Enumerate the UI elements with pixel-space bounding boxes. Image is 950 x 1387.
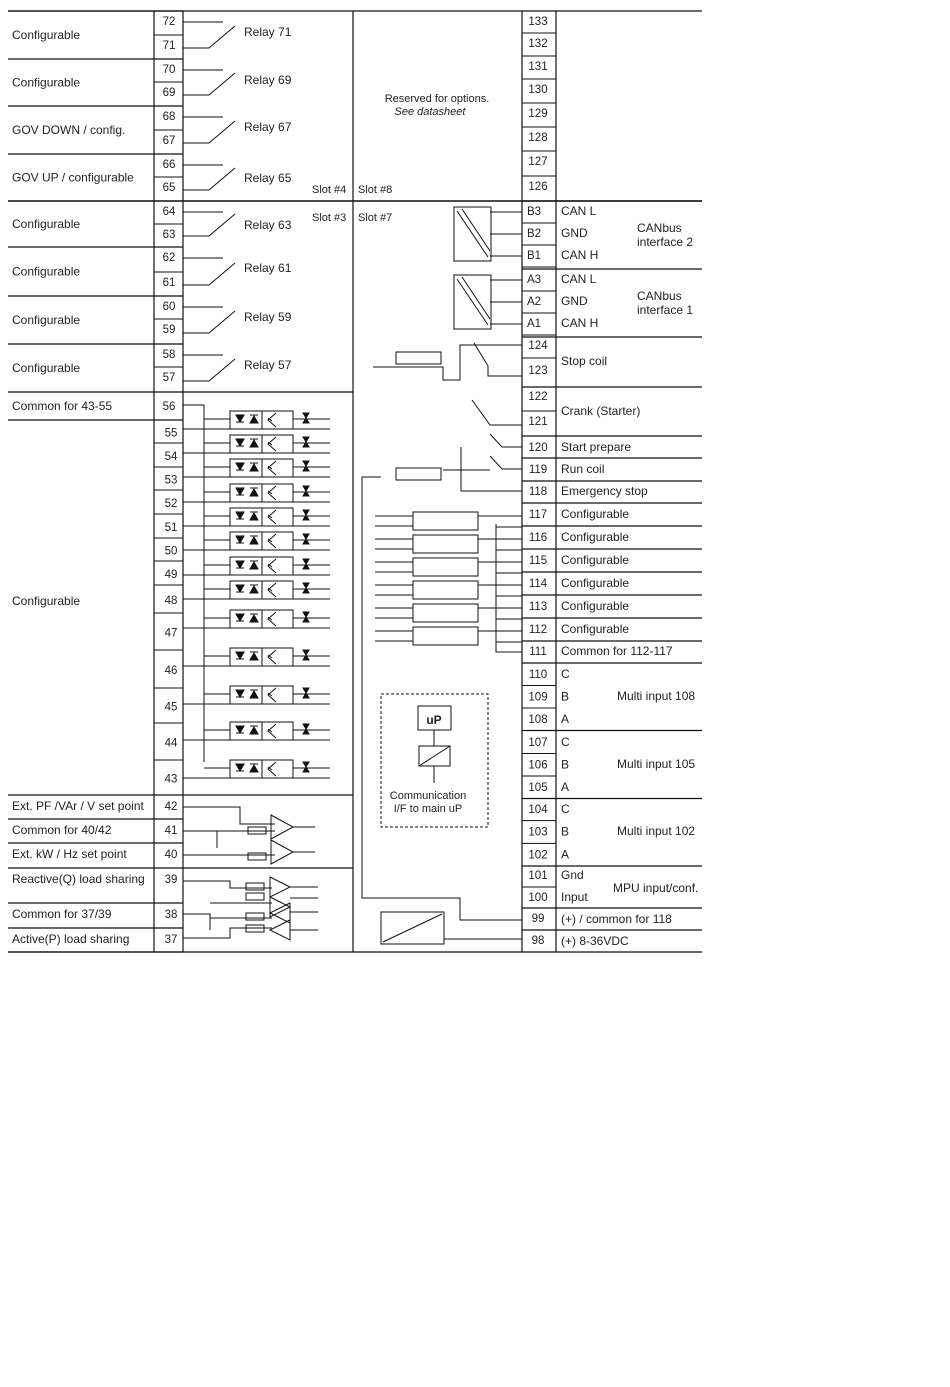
- diode-icon: [250, 536, 258, 544]
- transceiver-diag: [462, 277, 490, 319]
- terminal-53: 53: [164, 474, 178, 487]
- diode-icon: [236, 463, 244, 470]
- emergency-label: Emergency stop: [561, 484, 648, 498]
- analog-function-label: Common for 37/39: [12, 907, 112, 921]
- resistor: [246, 913, 264, 920]
- terminal-38: 38: [164, 909, 178, 921]
- diode-icon: [236, 488, 244, 495]
- converter-diag: [383, 914, 442, 942]
- digital-input-label: Configurable: [561, 599, 630, 613]
- diode-icon: [250, 726, 258, 734]
- phototransistor-icon: [268, 762, 276, 776]
- supply-wire: [362, 477, 522, 920]
- terminal-112: 112: [528, 624, 548, 636]
- terminal-51: 51: [164, 522, 178, 534]
- can-signal-label: GND: [561, 226, 588, 240]
- can-signal-label: CAN H: [561, 316, 599, 330]
- terminal-60: 60: [162, 301, 176, 313]
- multi-input-label: Multi input 108: [617, 689, 696, 703]
- common-wire: [183, 914, 210, 930]
- relay-contact: [183, 359, 235, 381]
- terminal-100: 100: [528, 892, 548, 904]
- terminal-115: 115: [528, 555, 548, 567]
- terminal-102: 102: [528, 849, 548, 862]
- diode-icon: [250, 463, 258, 471]
- terminal-99: 99: [531, 913, 545, 925]
- diode-icon: [250, 652, 258, 660]
- digital-input-label: Configurable: [561, 530, 630, 544]
- crank-contact: [472, 400, 522, 425]
- terminal-110: 110: [528, 669, 548, 681]
- comm-label: Communication: [389, 790, 467, 802]
- optocoupler: [413, 581, 478, 599]
- optocoupler: [413, 512, 478, 530]
- stop-coil-wire: [373, 345, 522, 380]
- terminal-61: 61: [162, 277, 176, 289]
- clamp-diode-icon: [303, 461, 309, 471]
- common-bus: [183, 405, 204, 762]
- terminal-133: 133: [528, 16, 548, 28]
- amplifier-icon: [270, 877, 290, 940]
- terminal-52: 52: [164, 498, 178, 510]
- terminal-65: 65: [162, 182, 176, 194]
- terminal-120: 120: [528, 442, 548, 454]
- slot-8-label: Slot #8: [358, 184, 393, 196]
- can-title: CANbus: [637, 289, 682, 303]
- phototransistor-icon: [268, 461, 276, 475]
- terminal-111: 111: [529, 646, 547, 658]
- diode-icon: [250, 764, 258, 772]
- terminal-49: 49: [164, 569, 178, 581]
- stop-coil-contact: [474, 343, 522, 376]
- relay-contact: [183, 214, 235, 236]
- optocoupler: [413, 627, 478, 645]
- terminal-55: 55: [164, 427, 178, 440]
- multi-input-letter: A: [561, 712, 570, 726]
- terminal-67: 67: [162, 135, 176, 147]
- terminal-66: 66: [162, 159, 176, 171]
- reserved-note: See datasheet: [394, 106, 466, 118]
- relay-label: Relay 71: [244, 25, 292, 39]
- digital-inputs-label: Configurable: [12, 594, 81, 608]
- analog-function-label: Active(P) load sharing: [12, 932, 130, 946]
- relay-function-label: Configurable: [12, 217, 81, 231]
- clamp-diode-icon: [303, 510, 309, 520]
- relay-label: Relay 59: [244, 310, 292, 324]
- clamp-diode-icon: [303, 762, 309, 772]
- phototransistor-icon: [268, 650, 276, 664]
- terminal-50: 50: [164, 545, 178, 558]
- terminal-98: 98: [531, 935, 545, 947]
- relay-label: Relay 63: [244, 218, 292, 232]
- terminal-72: 72: [162, 16, 176, 28]
- clamp-diode-icon: [303, 724, 309, 734]
- terminal-132: 132: [528, 38, 548, 50]
- relay-function-label: GOV DOWN / config.: [12, 123, 126, 137]
- crank-label: Crank (Starter): [561, 404, 641, 418]
- clamp-diode-icon: [303, 650, 309, 660]
- terminal-114: 114: [528, 578, 548, 590]
- relay-function-label: Configurable: [12, 75, 81, 90]
- terminal-126: 126: [528, 181, 548, 193]
- terminal-119: 119: [528, 464, 548, 476]
- can-signal-label: CAN L: [561, 272, 597, 286]
- output-label: Run coil: [561, 462, 605, 476]
- resistor: [246, 893, 264, 900]
- diode-icon: [250, 690, 258, 698]
- comm-label: I/F to main uP: [393, 803, 463, 815]
- reserved-note: Reserved for options.: [384, 93, 490, 105]
- diode-icon: [236, 652, 244, 659]
- can-signal-label: CAN L: [561, 204, 597, 218]
- terminal-113: 113: [528, 601, 548, 613]
- terminal-130: 130: [528, 84, 548, 96]
- terminal-47: 47: [164, 627, 178, 640]
- clamp-diode-icon: [303, 486, 309, 496]
- clamp-diode-icon: [303, 559, 309, 569]
- terminal-44: 44: [164, 737, 178, 750]
- multi-input-letter: C: [561, 667, 570, 681]
- terminal-123: 123: [528, 365, 548, 377]
- terminal-68: 68: [162, 111, 176, 123]
- terminal-118: 118: [528, 486, 548, 498]
- phototransistor-icon: [268, 688, 276, 702]
- terminal-A2: A2: [526, 296, 542, 308]
- terminal-124: 124: [528, 340, 548, 352]
- multi-input-letter: B: [561, 757, 570, 772]
- multi-input-letter: C: [561, 735, 570, 749]
- transceiver-diag: [457, 211, 488, 257]
- terminal-131: 131: [528, 61, 548, 73]
- phototransistor-icon: [268, 612, 276, 626]
- diode-icon: [250, 439, 258, 447]
- terminal-63: 63: [162, 229, 176, 241]
- diode-icon: [236, 561, 244, 568]
- diode-icon: [250, 585, 258, 593]
- terminal-48: 48: [164, 595, 178, 607]
- optocoupler: [413, 604, 478, 622]
- terminal-B2: B2: [526, 228, 542, 240]
- multi-input-letter: B: [561, 824, 570, 839]
- phototransistor-icon: [268, 534, 276, 548]
- terminal-45: 45: [164, 701, 178, 714]
- multi-input-letter: B: [561, 689, 570, 704]
- terminal-A1: A1: [526, 318, 542, 330]
- digital-input-label: Configurable: [561, 576, 630, 590]
- diode-icon: [236, 726, 244, 733]
- can-signal-label: GND: [561, 294, 588, 308]
- diode-icon: [236, 439, 244, 446]
- load-share-wire: [183, 881, 272, 888]
- analog-function-label: Ext. kW / Hz set point: [12, 847, 127, 861]
- load-share-wire: [183, 928, 272, 938]
- slot-3-label: Slot #3: [312, 212, 347, 224]
- supply-label: (+) 8-36VDC: [561, 934, 629, 948]
- diode-icon: [236, 690, 244, 697]
- amplifier-icon: [271, 815, 293, 864]
- opto-driver: [396, 352, 441, 364]
- stop-coil-label: Stop coil: [561, 354, 608, 368]
- clamp-diode-icon: [303, 583, 309, 593]
- terminal-101: 101: [528, 870, 548, 882]
- analog-function-label: Common for 40/42: [12, 823, 112, 837]
- terminal-128: 128: [528, 132, 548, 144]
- relay-label: Relay 67: [244, 120, 292, 134]
- relay-label: Relay 69: [244, 73, 292, 87]
- slot-7-label: Slot #7: [358, 212, 393, 224]
- clamp-diode-icon: [303, 534, 309, 544]
- terminal-127: 127: [528, 156, 548, 168]
- supply-common-label: (+) / common for 118: [561, 912, 672, 926]
- clamp-diode-icon: [303, 413, 309, 423]
- relay-function-label: Configurable: [12, 264, 81, 279]
- can-title: interface 2: [637, 235, 694, 249]
- terminal-57: 57: [162, 372, 176, 384]
- digital-input-label: Configurable: [561, 553, 630, 567]
- common-43-55-label: Common for 43-55: [12, 399, 113, 413]
- slot-4-label: Slot #4: [312, 184, 347, 196]
- isolator-diag: [419, 746, 450, 766]
- opto-driver: [396, 468, 441, 480]
- common-wire: [183, 831, 217, 848]
- diode-icon: [236, 512, 244, 519]
- phototransistor-icon: [268, 437, 276, 451]
- diode-icon: [250, 614, 258, 622]
- phototransistor-icon: [268, 724, 276, 738]
- terminal-43: 43: [164, 773, 178, 786]
- resistor: [246, 883, 264, 890]
- terminal-64: 64: [162, 206, 176, 218]
- relay-contact: [183, 311, 235, 333]
- terminal-41: 41: [164, 825, 178, 837]
- resistor: [248, 853, 266, 860]
- relay-contact: [183, 26, 235, 48]
- mpu-input-label: Input: [561, 890, 588, 904]
- terminal-42: 42: [164, 801, 178, 813]
- terminal-108: 108: [528, 714, 548, 726]
- terminal-105: 105: [528, 782, 548, 794]
- mpu-label: MPU input/conf.: [613, 881, 699, 895]
- multi-input-letter: A: [561, 780, 570, 794]
- multi-input-letter: A: [561, 847, 570, 862]
- relay-function-label: Configurable: [12, 361, 81, 375]
- diode-icon: [236, 764, 244, 771]
- phototransistor-icon: [268, 559, 276, 573]
- terminal-129: 129: [528, 108, 548, 120]
- terminal-117: 117: [528, 509, 548, 521]
- terminal-40: 40: [164, 849, 178, 861]
- setpoint-wire: [183, 807, 275, 824]
- output-contact: [490, 434, 522, 447]
- mpu-gnd-label: Gnd: [561, 868, 584, 882]
- multi-input-letter: C: [561, 802, 570, 816]
- terminal-B3: B3: [526, 206, 542, 218]
- terminal-106: 106: [528, 759, 548, 772]
- transceiver-diag: [462, 209, 490, 251]
- terminal-A3: A3: [526, 274, 542, 286]
- terminal-54: 54: [164, 451, 178, 463]
- terminal-109: 109: [528, 691, 548, 704]
- relay-label: Relay 65: [244, 171, 292, 185]
- relay-label: Relay 57: [244, 358, 292, 372]
- digital-input-label: Configurable: [561, 622, 630, 636]
- terminal-B1: B1: [526, 250, 542, 262]
- uP-label: uP: [426, 713, 442, 727]
- phototransistor-icon: [268, 413, 276, 427]
- clamp-diode-icon: [303, 688, 309, 698]
- terminal-116: 116: [528, 532, 548, 544]
- terminal-58: 58: [162, 349, 176, 361]
- clamp-diode-icon: [303, 612, 309, 622]
- terminal-46: 46: [164, 665, 178, 677]
- analog-function-label: Reactive(Q) load sharing: [12, 872, 145, 886]
- relay-contact: [183, 73, 235, 95]
- phototransistor-icon: [268, 583, 276, 597]
- diode-icon: [236, 415, 244, 422]
- multi-input-label: Multi input 105: [617, 757, 696, 771]
- terminal-122: 122: [528, 391, 548, 403]
- clamp-diode-icon: [303, 437, 309, 447]
- terminal-39: 39: [164, 874, 178, 886]
- can-signal-label: CAN H: [561, 248, 599, 262]
- relay-contact: [183, 263, 235, 285]
- phototransistor-icon: [268, 486, 276, 500]
- diode-icon: [250, 561, 258, 569]
- common-bus: [496, 524, 522, 652]
- digital-input-label: Configurable: [561, 507, 630, 521]
- can-title: interface 1: [637, 303, 694, 317]
- terminal-59: 59: [162, 324, 176, 336]
- transceiver-diag: [457, 279, 488, 325]
- diode-icon: [250, 488, 258, 496]
- relay-contact: [183, 121, 235, 143]
- can-title: CANbus: [637, 221, 682, 235]
- common-112-117-label: Common for 112-117: [561, 644, 673, 658]
- terminal-70: 70: [162, 64, 176, 76]
- diode-icon: [236, 585, 244, 592]
- diode-icon: [236, 536, 244, 543]
- terminal-69: 69: [162, 87, 176, 99]
- terminal-107: 107: [528, 737, 548, 749]
- diode-icon: [236, 614, 244, 621]
- relay-contact: [183, 168, 235, 190]
- output-label: Start prepare: [561, 440, 632, 454]
- phototransistor-icon: [268, 510, 276, 524]
- relay-function-label: GOV UP / configurable: [12, 170, 134, 185]
- terminal-56: 56: [162, 401, 176, 413]
- output-contact: [490, 456, 522, 469]
- optocoupler: [413, 558, 478, 576]
- terminal-104: 104: [528, 804, 548, 816]
- relay-function-label: Configurable: [12, 28, 81, 42]
- terminal-121: 121: [528, 416, 548, 428]
- relay-function-label: Configurable: [12, 313, 81, 327]
- relay-label: Relay 61: [244, 261, 292, 275]
- diagram-labels: [12, 16, 698, 948]
- diode-icon: [250, 512, 258, 520]
- terminal-62: 62: [162, 252, 176, 264]
- multi-input-label: Multi input 102: [617, 824, 696, 838]
- terminal-37: 37: [164, 934, 178, 946]
- terminal-103: 103: [528, 826, 548, 839]
- optocoupler: [413, 535, 478, 553]
- analog-function-label: Ext. PF /VAr / V set point: [12, 799, 144, 813]
- terminal-71: 71: [162, 40, 176, 52]
- diode-icon: [250, 415, 258, 423]
